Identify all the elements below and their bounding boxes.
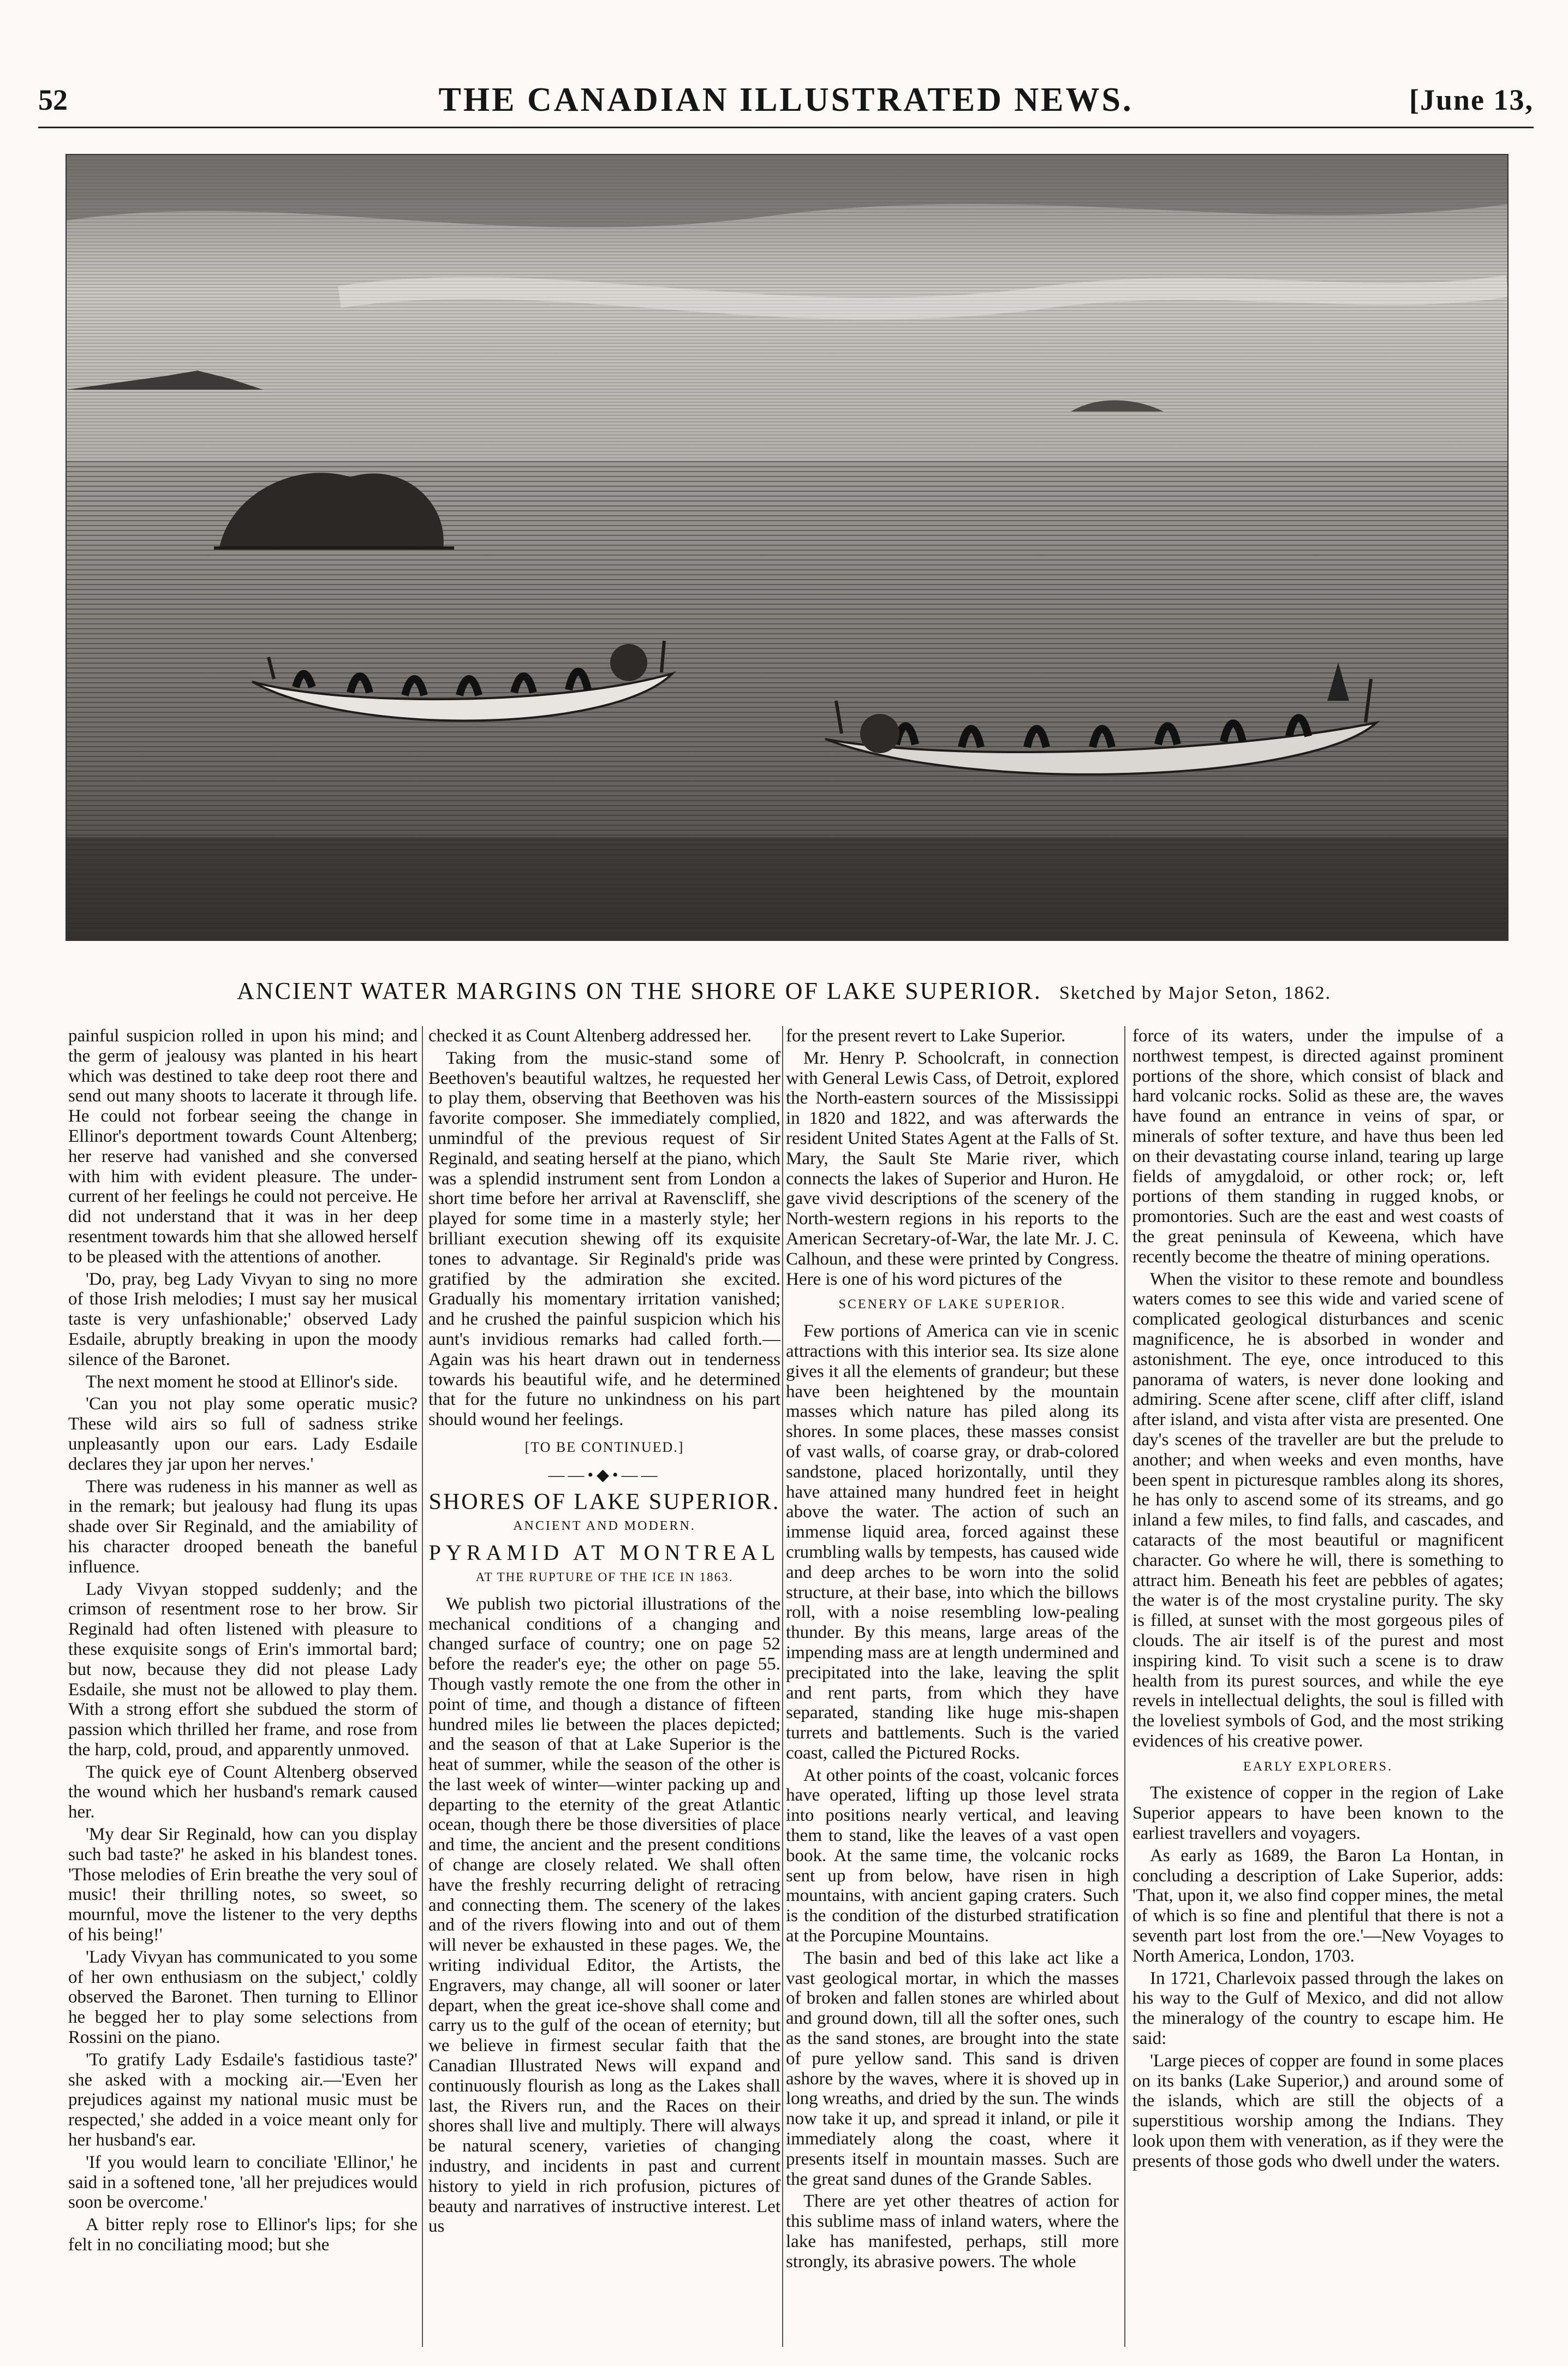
section-heading: SCENERY OF LAKE SUPERIOR. bbox=[838, 1297, 1066, 1312]
page-header bbox=[38, 71, 1534, 131]
column-rule bbox=[782, 1026, 783, 2347]
paragraph: As early as 1689, the Baron La Hontan, in concluding a description of Lake Superior, adds: 'That, upon it, we also find copper mines, the metal of which is so fine and plentiful that there is not a seventh part lost from the ore.'—New Voyages to North America, London, 1703. bbox=[1132, 1845, 1504, 1966]
paragraph: painful suspicion rolled in upon his mind; and the germ of jealousy was planted in his heart which was destined to take deep root there and send out many shoots to lacerate it through life. He could not forbear seeing the change in Ellinor's deportment towards Count Altenberg; her reserve had vanished and she conversed with him with evident pleasure. The under-current of her feelings he could not perceive. He did not understand that it was in her deep resentment towards him that she allowed herself to be pleased with the attentions of another. bbox=[68, 1026, 418, 1267]
paragraph: checked it as Count Altenberg addressed her. bbox=[428, 1026, 752, 1046]
paragraph: There are yet other theatres of action for this sublime mass of inland waters, where the lake has manifested, perhaps, still more strongly, its abrasive powers. The whole bbox=[786, 2191, 1119, 2272]
section-ornament: ——•◆•—— bbox=[548, 1465, 661, 1484]
publication-title: THE CANADIAN ILLUSTRATED NEWS. bbox=[438, 81, 1134, 118]
column-rule bbox=[422, 1026, 423, 2347]
paragraph: At other points of the coast, volcanic forces have operated, lifting up those level strata into positions nearly vertical, and leaving them to stand, like the leaves of a vast open book. At the same time, the volcanic rocks sent up from below, have risen in high mountains, with ancient gaping craters. Such is the condition of the disturbed stratification at the Porcupine Mountains. bbox=[786, 1765, 1119, 1946]
paragraph: 'If you would learn to conciliate 'Ellinor,' he said in a softened tone, 'all her prejudices would soon be overcome.' bbox=[68, 2152, 418, 2213]
column-rule bbox=[1124, 1026, 1125, 2347]
paragraph: When the visitor to these remote and boundless waters comes to see this wide and varied scene of complicated geological disturbances and scenic magnificence, he is absorbed in wonder and astonishment. The eye, once introduced to this panorama of waters, is never done looking and admiring. Scene after scene, cliff after cliff, island after island, and vista after vista are presented. One day's scenes of the traveller are but the prelude to another; and when weeks and even months, have been spent in picturesque rambles along its shores, he has only to ascend some of its streams, and go inland a few miles, to find falls, and cascades, and cataracts of the most beautiful or magnificent character. Go where he will, there is something to attract him. Beneath his feet are pebbles of agates; the water is of the most crystaline purity. The sky is filled, at sunset with the most gorgeous piles of clouds. The air itself is of the purest and most inspiring kind. To visit such a scene is to draw health from its purest sources, and while the eye revels in intellectual delights, the soul is filled with the loveliest symbols of God, and the most striking evidences of his creative power. bbox=[1132, 1269, 1504, 1751]
caption-title: ANCIENT WATER MARGINS ON THE SHORE OF LAKE SUPERIOR. bbox=[236, 978, 1042, 1004]
paragraph: The basin and bed of this lake act like a vast geological mortar, in which the masses of broken and fallen stones are whirled about and ground down, till all the softer ones, such as the sand stones, are brought into the state of pure yellow sand. This sand is driven ashore by the waves, where it is shoved up in long wreaths, and dried by the sun. The winds now take it up, and spread it inland, or pile it immediately along the coast, where it presents itself in mountain masses. Such are the great sand dunes of the Grande Sables. bbox=[786, 1948, 1119, 2189]
article-subtitle: ANCIENT AND MODERN. bbox=[513, 1519, 696, 1534]
paragraph: We publish two pictorial illustrations of the mechanical conditions of a changing and changed surface of country; one on page 52 before the reader's eye; the other on page 55. Though vastly remote the one from the other in point of time, and though a distance of fifteen hundred miles lie between the places depicted; and the season of that at Lake Superior is the heat of summer, while the season of the other is the last week of winter—winter packing up and departing to the eternity of the great Atlantic ocean, though there be those diversities of place and time, the ancient and the present conditions of change are closely related. We shall often have the freshly recurring delight of retracing and connecting them. The scenery of the lakes and of the rivers flowing into and out of them will never be exhausted in these pages. We, the writing individual Editor, the Artists, the Engravers, may change, all will sooner or later depart, when the great ice-shove shall come and carry us to the gulf of the ocean of eternity; but we believe in firmest secular faith that the Canadian Illustrated News will expand and continuously flourish as long as the Lakes shall last, the Rivers run, and the Races on their shores shall live and multiply. There will always be natural scenery, varieties of changing industry, and incidents in past and current history to yield in rich profusion, pictures of beauty and narratives of instructive interest. Let us bbox=[428, 1594, 780, 2237]
paragraph: 'My dear Sir Reginald, how can you display such bad taste?' he asked in his blandest tones. 'Those melodies of Erin breathe the very soul of music! their thrilling notes, so sweet, so mournful, move the listener to the very depths of his being!' bbox=[68, 1825, 418, 1945]
second-article-title: PYRAMID AT MONTREAL bbox=[428, 1540, 780, 1565]
column-3 bbox=[786, 1026, 1119, 2347]
article-title: SHORES OF LAKE SUPERIOR. bbox=[428, 1489, 780, 1515]
paragraph: The next moment he stood at Ellinor's side. bbox=[86, 1372, 398, 1392]
paragraph: There was rudeness in his manner as well as in the remark; but jealousy had flung its upas shade over Sir Reginald, and the amiability of his character drooped beneath the baneful influence. bbox=[68, 1476, 418, 1577]
paragraph: 'To gratify Lady Esdaile's fastidious taste?' she asked with a mocking air.—'Even her prejudices against my national music must be respected,' she added in a voice meant only for her husband's ear. bbox=[68, 2049, 418, 2150]
caption-credit: Sketched by Major Seton, 1862. bbox=[1059, 983, 1332, 1003]
continued-notice: [TO BE CONTINUED.] bbox=[524, 1439, 684, 1455]
paragraph: Mr. Henry P. Schoolcraft, in connection with General Lewis Cass, of Detroit, explored the North-eastern sources of the Mississippi in 1820 and 1822, and was afterwards the resident United States Agent at the Falls of St. Mary, the Sault Ste Marie river, which connects the lakes of Superior and Huron. He gave vivid descriptions of the scenery of the North-western regions in his reports to the American Secretary-of-War, the late Mr. J. C. Calhoun, and these were printed by Congress. Here is one of his word pictures of the bbox=[786, 1048, 1119, 1289]
paragraph: force of its waters, under the impulse of a northwest tempest, is directed against prominent portions of the shore, which consist of black and hard volcanic rocks. Solid as these are, the waves have found an entrance in veins of spar, or minerals of softer texture, and have thus been led on their devastating course inland, tearing up large fields of amygdaloid, or other rock; or, left portions of them standing in rugged knobs, or promontories. Such are the east and west coasts of the great peninsula of Keweena, which have recently become the theatre of mining operations. bbox=[1132, 1026, 1504, 1267]
second-article-subtitle: AT THE RUPTURE OF THE ICE IN 1863. bbox=[475, 1570, 734, 1584]
paragraph: Lady Vivyan stopped suddenly; and the crimson of resentment rose to her brow. Sir Reginald had often listened with pleasure to these exquisite songs of Erin's immortal bard; but now, because they did not please Lady Esdaile, she must not be allowed to play them. With a strong effort she subdued the storm of passion which thrilled her frame, and rose from the harp, cold, proud, and apparently unmoved. bbox=[68, 1579, 418, 1760]
paragraph: In 1721, Charlevoix passed through the lakes on his way to the Gulf of Mexico, and did not allow the mineralogy of the country to escape him. He said: bbox=[1132, 1968, 1504, 2049]
paragraph: The existence of copper in the region of Lake Superior appears to have been known to the earliest travellers and voyagers. bbox=[1132, 1783, 1504, 1844]
lake-superior-engraving bbox=[65, 154, 1509, 941]
engraving-illustration bbox=[67, 155, 1507, 940]
issue-date: [June 13, bbox=[1409, 84, 1534, 116]
paragraph: A bitter reply rose to Ellinor's lips; for she felt in no conciliating mood; but she bbox=[68, 2215, 418, 2255]
page-number: 52 bbox=[38, 84, 68, 116]
paragraph: Few portions of America can vie in scenic attractions with this interior sea. Its size alone gives it all the elements of grandeur; but these have been heightened by the mountain masses which nature has piled along its shores. In some places, these masses consist of vast walls, of coarse gray, or drab-colored sandstone, placed horizontally, until they have attained many hundred feet in height above the water. The action of such an immense liquid area, forced against these crumbling walls by tempests, has caused wide and deep arches to be worn into the solid structure, at their base, into which the billows roll, with a noise resembling low-pealing thunder. By this means, large areas of the impending mass are at length undermined and precipitated into the lake, leaving the split and rent parts, from which they have separated, standing like huge mis-shapen turrets and battlements. Such is the varied coast, called the Pictured Rocks. bbox=[786, 1321, 1119, 1763]
paragraph: The quick eye of Count Altenberg observed the wound which her husband's remark caused her. bbox=[68, 1762, 418, 1822]
paragraph: 'Lady Vivyan has communicated to you some of her own enthusiasm on the subject,' coldly observed the Baronet. Then turning to Ellinor he begged her to play some selections from Rossini on the piano. bbox=[68, 1947, 418, 2048]
paragraph: 'Can you not play some operatic music? These wild airs so full of sadness strike unpleasantly upon our ears. Lady Esdaile declares they jar upon her nerves.' bbox=[68, 1394, 418, 1474]
paragraph: for the present revert to Lake Superior. bbox=[786, 1026, 1066, 1046]
paragraph: Taking from the music-stand some of Beethoven's beautiful waltzes, he requested her to play them, observing that Beethoven was his favorite composer. She immediately complied, unmindful of the previous request of Sir Reginald, and seating herself at the piano, which was a splendid instrument sent from London a short time before her arrival at Ravenscliff, she played for some time in a masterly style; her brilliant execution shewing off its exquisite tones to advantage. Sir Reginald's pride was gratified by the admiration she excited. Gradually his momentary irritation vanished; and he crushed the painful suspicion which his aunt's invidious remarks had called forth.—Again was his heart drawn out in tenderness towards his beautiful wife, and he determined that for the future no unkindness on his part should wound her feelings. bbox=[428, 1048, 780, 1430]
column-4 bbox=[1132, 1026, 1504, 2347]
illustration-caption bbox=[0, 977, 1568, 1005]
header-rule bbox=[38, 127, 1534, 128]
paragraph: 'Do, pray, beg Lady Vivyan to sing no more of those Irish melodies; I must say her musical taste is very unfashionable;' observed Lady Esdaile, abruptly breaking in upon the moody silence of the Baronet. bbox=[68, 1269, 418, 1369]
column-2 bbox=[428, 1026, 780, 2347]
paragraph: 'Large pieces of copper are found in some places on its banks (Lake Superior,) and around some of the islands, which are still the objects of a superstitious worship among the Indians. They look upon them with veneration, as if they were the presents of those gods who dwell under the waters. bbox=[1132, 2051, 1504, 2171]
section-heading: EARLY EXPLORERS. bbox=[1243, 1759, 1393, 1774]
column-1 bbox=[68, 1026, 418, 2347]
